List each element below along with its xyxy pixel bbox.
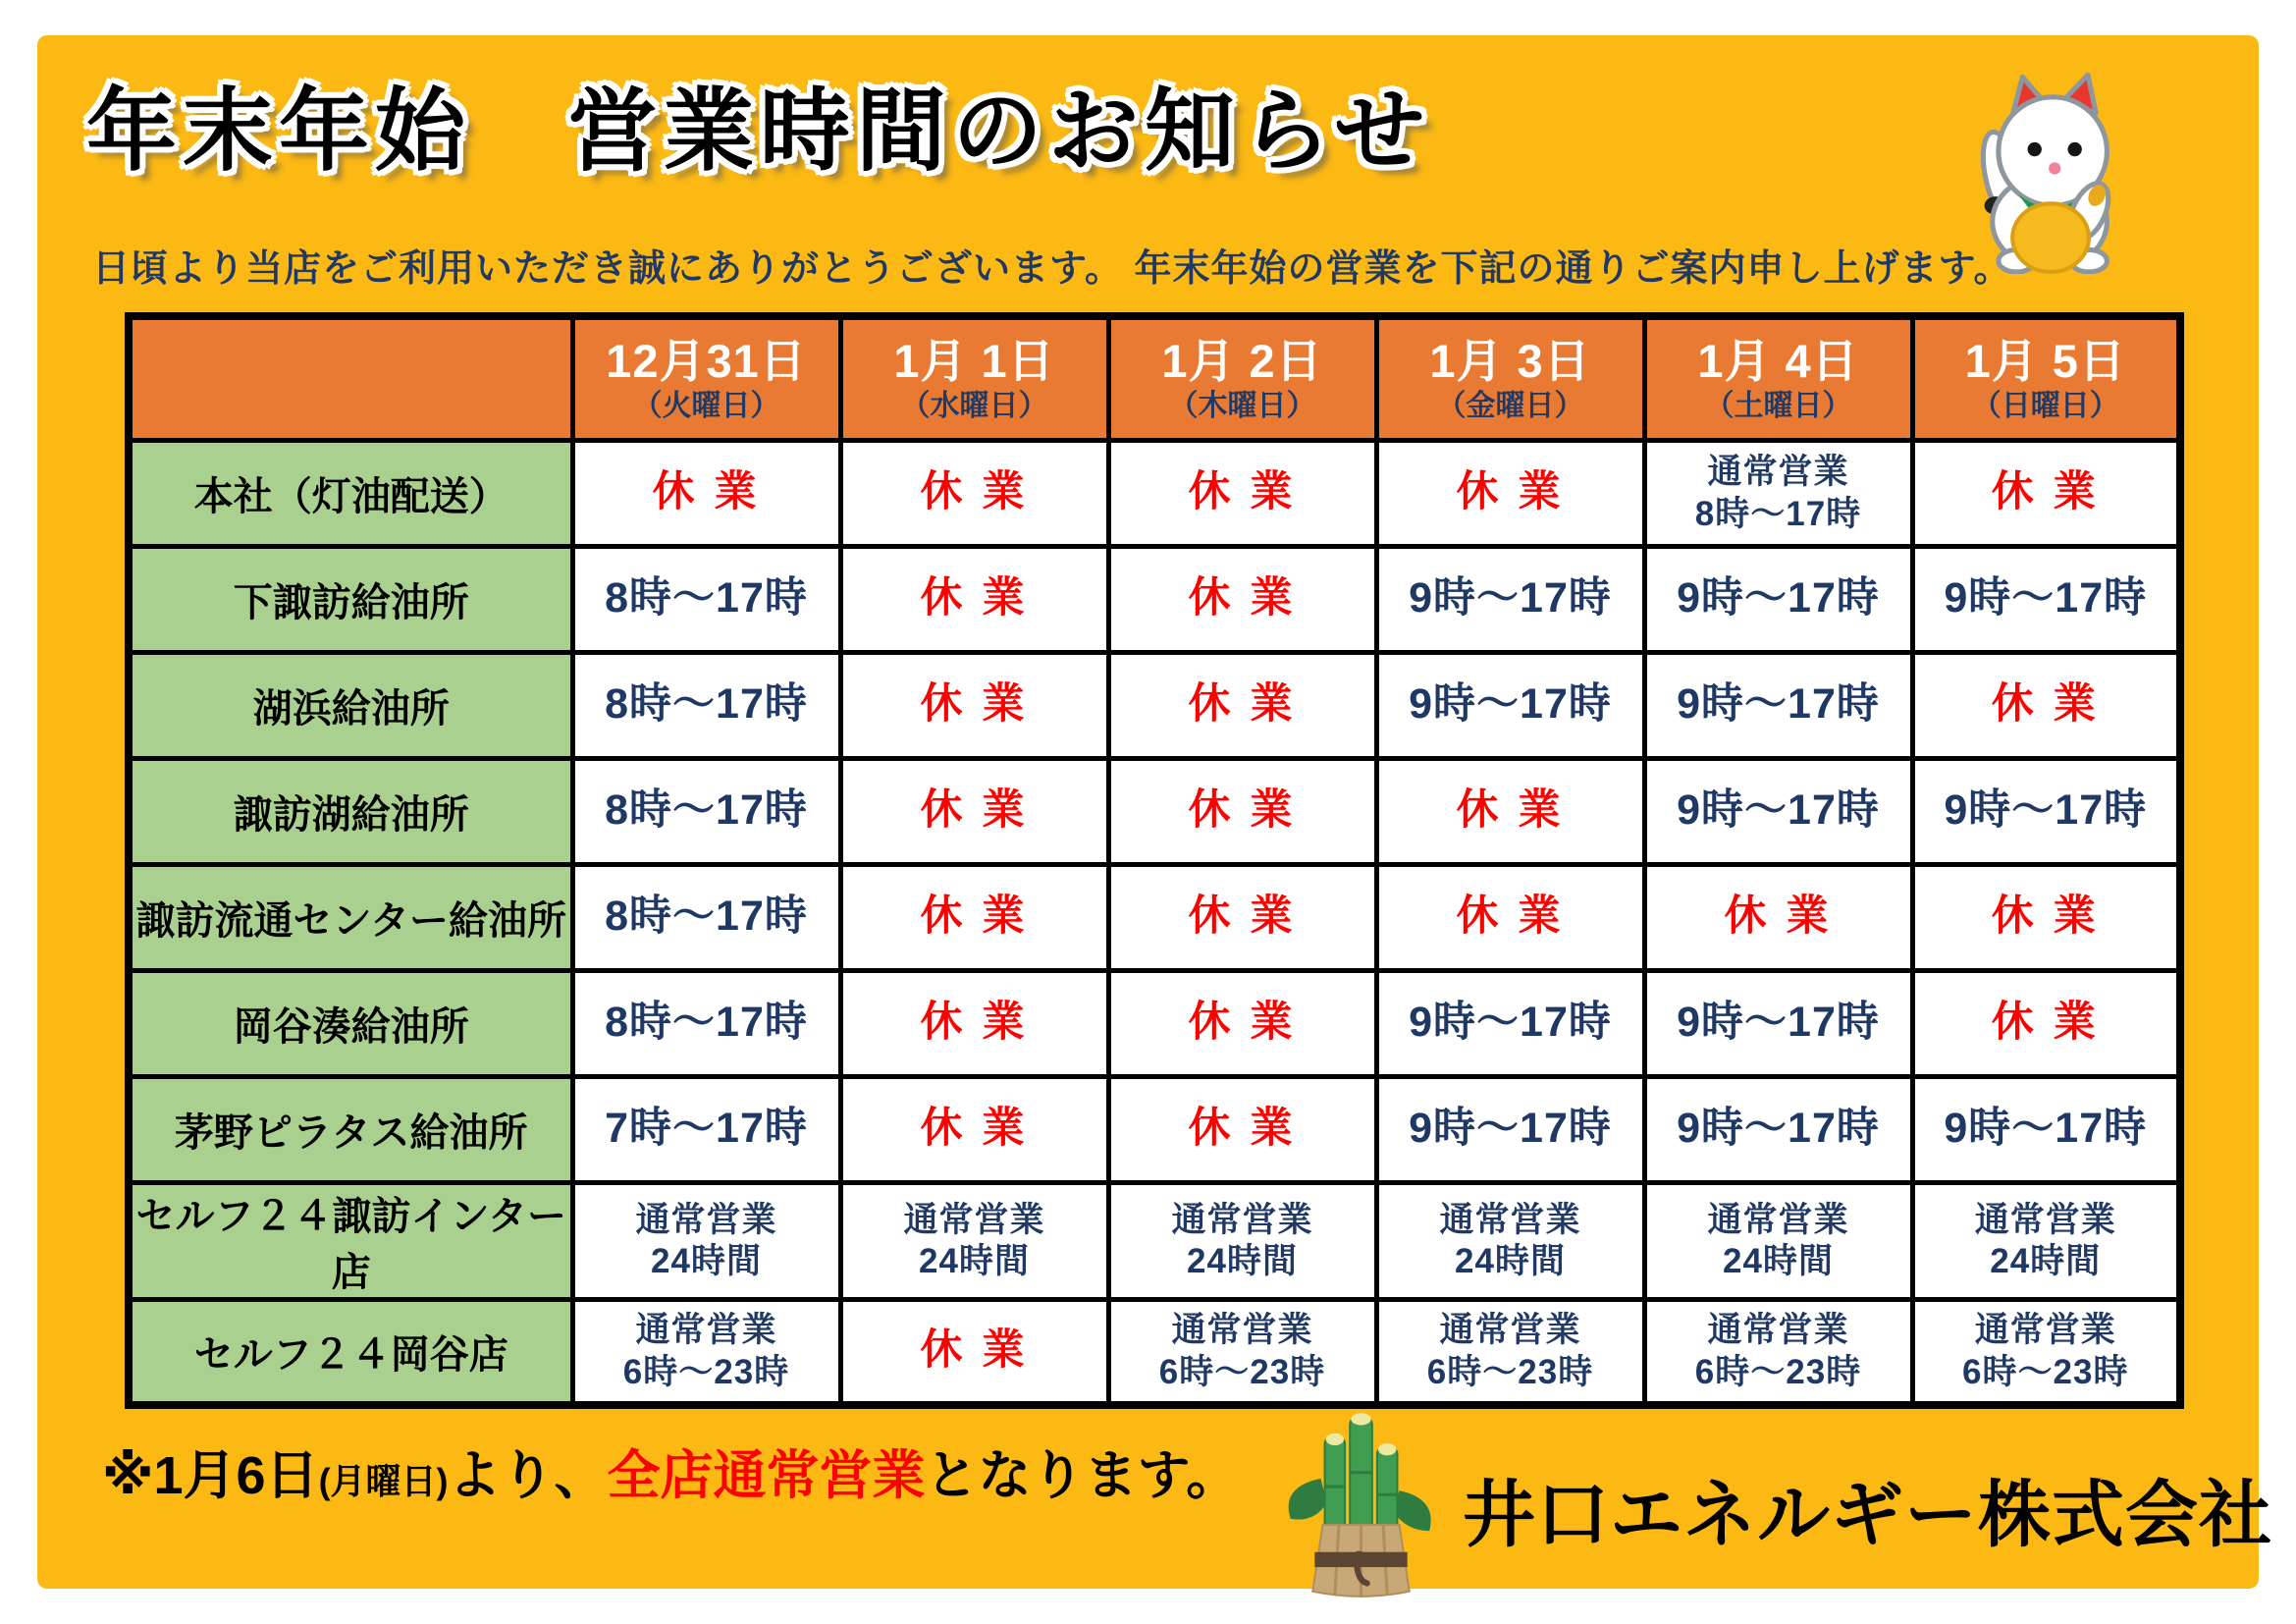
cell-status-wrap — [843, 572, 1106, 625]
cell-line1: 休 業 — [920, 680, 1029, 729]
location-header-cell: 諏訪湖給油所 — [129, 758, 572, 864]
schedule-table — [125, 312, 2184, 1409]
schedule-cell — [1376, 1076, 1644, 1182]
schedule-cell — [572, 440, 840, 546]
notice-panel — [37, 35, 2272, 1589]
cell-line2: 6時〜23時 — [1962, 1353, 2129, 1392]
cell-line1: 休 業 — [920, 1326, 1029, 1375]
cell-line1: 休 業 — [1188, 999, 1297, 1047]
cell-line1: 通常営業 — [1974, 1311, 2116, 1350]
kadomatsu-icon — [1272, 1406, 1449, 1602]
cell-line1: 休 業 — [1188, 574, 1297, 623]
cell-line1: 休 業 — [1188, 786, 1297, 835]
schedule-cell — [840, 758, 1108, 864]
schedule-cell — [1912, 1299, 2180, 1405]
cell-line1: 休 業 — [1456, 893, 1565, 941]
cell-status-wrap — [843, 891, 1106, 944]
cell-line1: 9時〜17時 — [1677, 680, 1880, 729]
cell-status-wrap — [1915, 997, 2177, 1050]
schedule-cell — [1376, 864, 1644, 970]
schedule-cell — [1644, 546, 1912, 652]
cell-status-wrap — [1915, 678, 2177, 731]
cell-status-wrap — [843, 466, 1106, 519]
corner-cell — [129, 316, 572, 440]
cell-status-wrap — [1111, 572, 1374, 625]
cell-status-wrap — [1647, 678, 1910, 731]
schedule-cell — [1108, 970, 1376, 1076]
cell-line1: 通常営業 — [1707, 1200, 1849, 1239]
cell-status-wrap — [1647, 785, 1910, 838]
cell-line2: 24時間 — [1455, 1242, 1566, 1281]
cell-status-wrap — [575, 1309, 838, 1393]
cell-line1: 休 業 — [920, 1105, 1029, 1153]
date-header-cell — [1108, 316, 1376, 440]
schedule-cell — [1108, 652, 1376, 758]
schedule-cell — [1108, 1076, 1376, 1182]
cell-status-wrap — [1647, 997, 1910, 1050]
header-day: （日曜日） — [1971, 389, 2119, 422]
cell-line1: 休 業 — [920, 786, 1029, 835]
cell-line1: 8時〜17時 — [605, 786, 808, 835]
greeting-text: 日頃より当店をご利用いただき誠にありがとうございます。 年末年始の営業を下記の通りご案内申し上げます。 — [92, 248, 2012, 290]
header-date: 1月 3日 — [1429, 334, 1591, 387]
footnote-day: (月曜日) — [318, 1461, 449, 1501]
schedule-cell — [1108, 758, 1376, 864]
schedule-cell — [1376, 440, 1644, 546]
cell-line1: 8時〜17時 — [605, 680, 808, 729]
cell-status-wrap — [1379, 785, 1642, 838]
cell-line1: 9時〜17時 — [1409, 574, 1612, 623]
cell-line1: 9時〜17時 — [1944, 1105, 2148, 1153]
cell-line1: 9時〜17時 — [1677, 1105, 1880, 1153]
cell-status-wrap — [1379, 997, 1642, 1050]
cell-status-wrap — [1379, 678, 1642, 731]
header-day: （木曜日） — [1168, 389, 1316, 422]
cell-line1: 休 業 — [1188, 468, 1297, 516]
cell-line1: 9時〜17時 — [1677, 574, 1880, 623]
date-header-cell — [1644, 316, 1912, 440]
cell-status-wrap — [1111, 891, 1374, 944]
cell-line2: 24時間 — [919, 1242, 1030, 1281]
cell-line1: 休 業 — [1188, 1105, 1297, 1153]
cell-line1: 8時〜17時 — [605, 574, 808, 623]
table-row — [129, 440, 2180, 546]
cell-status-wrap — [575, 997, 838, 1050]
footnote-highlight: 全店通常営業 — [607, 1446, 926, 1505]
header-day: （火曜日） — [632, 389, 780, 422]
schedule-cell — [1912, 758, 2180, 864]
location-header-cell: セルフ２４諏訪インター店 — [129, 1182, 572, 1299]
location-header-cell: 本社（灯油配送） — [129, 440, 572, 546]
table-row — [129, 546, 2180, 652]
table-row — [129, 652, 2180, 758]
cell-line1: 休 業 — [920, 468, 1029, 516]
cell-line1: 9時〜17時 — [1409, 1105, 1612, 1153]
cell-status-wrap — [1915, 891, 2177, 944]
cell-line1: 休 業 — [1188, 893, 1297, 941]
header-row — [129, 316, 2180, 440]
cell-line1: 休 業 — [1456, 468, 1565, 516]
cell-status-wrap — [575, 891, 838, 944]
location-header-cell: 岡谷湊給油所 — [129, 970, 572, 1076]
schedule-cell — [572, 1299, 840, 1405]
footnote — [102, 1434, 1239, 1509]
schedule-cell — [840, 440, 1108, 546]
cell-status-wrap — [1111, 1103, 1374, 1156]
cell-line1: 休 業 — [1991, 893, 2100, 941]
schedule-cell — [572, 970, 840, 1076]
cell-line1: 休 業 — [652, 468, 761, 516]
schedule-cell — [840, 970, 1108, 1076]
cell-line2: 24時間 — [1723, 1242, 1834, 1281]
cell-line1: 休 業 — [1991, 680, 2100, 729]
schedule-cell — [572, 758, 840, 864]
schedule-cell — [572, 546, 840, 652]
cell-line1: 休 業 — [1188, 680, 1297, 729]
cell-line1: 通常営業 — [1707, 453, 1849, 492]
cell-status-wrap — [1379, 572, 1642, 625]
header-date: 1月 5日 — [1964, 334, 2126, 387]
cell-status-wrap — [843, 997, 1106, 1050]
schedule-cell — [1912, 652, 2180, 758]
schedule-cell — [1108, 440, 1376, 546]
header-date: 1月 1日 — [893, 334, 1055, 387]
cell-line2: 24時間 — [651, 1242, 762, 1281]
schedule-cell — [1108, 546, 1376, 652]
schedule-cell — [1644, 758, 1912, 864]
date-header-cell — [1912, 316, 2180, 440]
schedule-cell — [572, 864, 840, 970]
schedule-cell — [1376, 970, 1644, 1076]
cell-line1: 休 業 — [1456, 786, 1565, 835]
cell-line1: 9時〜17時 — [1409, 680, 1612, 729]
header-date: 1月 2日 — [1161, 334, 1323, 387]
cell-status-wrap — [1111, 785, 1374, 838]
cell-line2: 24時間 — [1187, 1242, 1298, 1281]
schedule-cell — [1376, 758, 1644, 864]
schedule-cell — [572, 652, 840, 758]
cell-status-wrap — [1379, 891, 1642, 944]
schedule-cell — [1644, 1299, 1912, 1405]
cell-line1: 9時〜17時 — [1944, 574, 2148, 623]
schedule-cell — [1644, 970, 1912, 1076]
cell-line1: 9時〜17時 — [1944, 786, 2148, 835]
cell-line2: 6時〜23時 — [1158, 1353, 1326, 1392]
schedule-cell — [1376, 652, 1644, 758]
cell-status-wrap — [1915, 466, 2177, 519]
cell-status-wrap — [1111, 1309, 1374, 1393]
schedule-cell — [1644, 864, 1912, 970]
cell-line1: 8時〜17時 — [605, 999, 808, 1047]
schedule-cell — [1912, 1076, 2180, 1182]
cell-line1: 7時〜17時 — [605, 1105, 808, 1153]
location-header-cell: 下諏訪給油所 — [129, 546, 572, 652]
cell-status-wrap — [575, 1103, 838, 1156]
schedule-cell — [1644, 1076, 1912, 1182]
cell-line2: 24時間 — [1990, 1242, 2102, 1281]
schedule-cell — [1376, 546, 1644, 652]
cell-status-wrap — [843, 678, 1106, 731]
cell-status-wrap — [1111, 466, 1374, 519]
location-header-cell: 湖浜給油所 — [129, 652, 572, 758]
cell-status-wrap — [1647, 1103, 1910, 1156]
table-row — [129, 1076, 2180, 1182]
cell-status-wrap — [1111, 1199, 1374, 1283]
cell-status-wrap — [1647, 572, 1910, 625]
schedule-cell — [1376, 1182, 1644, 1299]
cell-line1: 休 業 — [1724, 893, 1833, 941]
cell-line1: 9時〜17時 — [1677, 786, 1880, 835]
footnote-mid: より、 — [448, 1446, 608, 1505]
schedule-cell — [1108, 864, 1376, 970]
cell-status-wrap — [1379, 1103, 1642, 1156]
header-date: 1月 4日 — [1697, 334, 1859, 387]
cell-line1: 通常営業 — [635, 1311, 777, 1350]
cell-status-wrap — [1379, 1199, 1642, 1283]
schedule-cell — [1376, 1299, 1644, 1405]
cell-line2: 6時〜23時 — [1426, 1353, 1594, 1392]
schedule-cell — [1644, 652, 1912, 758]
table-row — [129, 758, 2180, 864]
table-row — [129, 864, 2180, 970]
cell-line1: 休 業 — [920, 893, 1029, 941]
cell-status-wrap — [843, 1199, 1106, 1283]
cell-status-wrap — [1111, 997, 1374, 1050]
cell-line1: 通常営業 — [1974, 1200, 2116, 1239]
cell-status-wrap — [1111, 678, 1374, 731]
cell-status-wrap — [1915, 1199, 2177, 1283]
location-header-cell: 茅野ピラタス給油所 — [129, 1076, 572, 1182]
cell-status-wrap — [1379, 1309, 1642, 1393]
cell-status-wrap — [575, 572, 838, 625]
cell-line1: 通常営業 — [1707, 1311, 1849, 1350]
table-row — [129, 1299, 2180, 1405]
schedule-cell — [840, 864, 1108, 970]
cell-status-wrap — [575, 1199, 838, 1283]
schedule-cell — [1644, 1182, 1912, 1299]
cell-status-wrap — [1647, 451, 1910, 535]
cell-line1: 通常営業 — [1171, 1200, 1313, 1239]
cell-status-wrap — [1647, 891, 1910, 944]
cell-line1: 9時〜17時 — [1677, 999, 1880, 1047]
schedule-cell — [840, 652, 1108, 758]
date-header-cell — [1376, 316, 1644, 440]
cell-status-wrap — [1915, 572, 2177, 625]
cell-line1: 休 業 — [920, 574, 1029, 623]
header-day: （金曜日） — [1436, 389, 1584, 422]
cell-line1: 休 業 — [1991, 468, 2100, 516]
cell-line2: 6時〜23時 — [1694, 1353, 1862, 1392]
schedule-cell — [572, 1076, 840, 1182]
schedule-cell — [1912, 440, 2180, 546]
cell-line1: 通常営業 — [1439, 1200, 1581, 1239]
schedule-cell — [1644, 440, 1912, 546]
table-row — [129, 1182, 2180, 1299]
cell-line2: 6時〜23時 — [622, 1353, 790, 1392]
cell-line1: 通常営業 — [635, 1200, 777, 1239]
schedule-cell — [840, 1076, 1108, 1182]
cell-line1: 通常営業 — [1171, 1311, 1313, 1350]
schedule-cell — [840, 546, 1108, 652]
cell-status-wrap — [1647, 1309, 1910, 1393]
cell-status-wrap — [1915, 1309, 2177, 1393]
cell-status-wrap — [1915, 1103, 2177, 1156]
schedule-cell — [1108, 1299, 1376, 1405]
footnote-suffix: となります。 — [925, 1446, 1240, 1505]
cell-status-wrap — [575, 678, 838, 731]
schedule-cell — [1912, 1182, 2180, 1299]
schedule-cell — [1108, 1182, 1376, 1299]
schedule-cell — [840, 1299, 1108, 1405]
cell-status-wrap — [575, 785, 838, 838]
location-header-cell: セルフ２４岡谷店 — [129, 1299, 572, 1405]
location-header-cell: 諏訪流通センター給油所 — [129, 864, 572, 970]
cell-status-wrap — [843, 1103, 1106, 1156]
date-header-cell — [840, 316, 1108, 440]
cell-status-wrap — [843, 1325, 1106, 1378]
cell-status-wrap — [1647, 1199, 1910, 1283]
cell-line2: 8時〜17時 — [1694, 494, 1862, 533]
schedule-cell — [1912, 970, 2180, 1076]
cell-status-wrap — [843, 785, 1106, 838]
cell-line1: 通常営業 — [903, 1200, 1045, 1239]
schedule-cell — [572, 1182, 840, 1299]
schedule-cell — [840, 1182, 1108, 1299]
page-title: 年末年始 営業時間のお知らせ — [86, 81, 1431, 182]
cell-line1: 9時〜17時 — [1409, 999, 1612, 1047]
header-date: 12月31日 — [606, 334, 807, 387]
table-row — [129, 970, 2180, 1076]
company-name: 井口エネルギー株式会社 — [1463, 1474, 2272, 1555]
date-header-cell — [572, 316, 840, 440]
cell-line1: 8時〜17時 — [605, 893, 808, 941]
schedule-cell — [1912, 546, 2180, 652]
schedule-cell — [1912, 864, 2180, 970]
cell-line1: 通常営業 — [1439, 1311, 1581, 1350]
header-day: （水曜日） — [900, 389, 1048, 422]
cell-line1: 休 業 — [1991, 999, 2100, 1047]
footnote-prefix: ※1月6日 — [102, 1446, 319, 1505]
cell-line1: 休 業 — [920, 999, 1029, 1047]
cell-status-wrap — [575, 466, 838, 519]
cell-status-wrap — [1915, 785, 2177, 838]
header-day: （土曜日） — [1704, 389, 1852, 422]
cell-status-wrap — [1379, 466, 1642, 519]
